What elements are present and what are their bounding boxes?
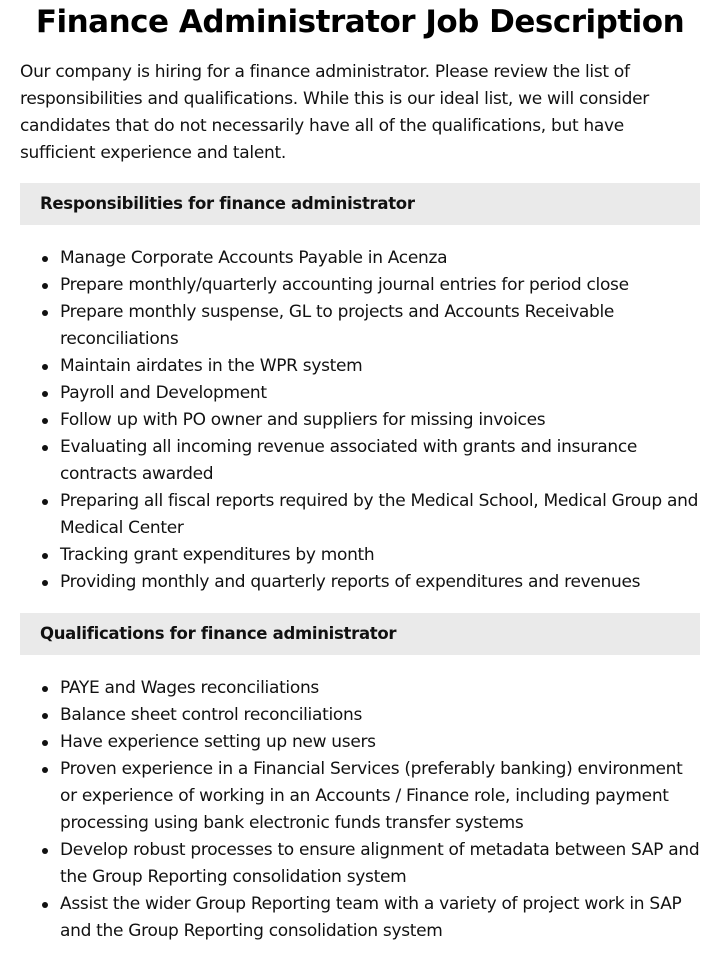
intro-paragraph: Our company is hiring for a finance administrator. Please review the list of responsibilities and qualifications. While this is our ideal list, we will consider candidates that do not necessarily have all of the qualifications, but have sufficient experience and talent.	[20, 62, 649, 163]
list-item: Develop robust processes to ensure alignment of metadata between SAP and the Group Reporting consolidation system	[20, 837, 700, 891]
list-item: Follow up with PO owner and suppliers for missing invoices	[20, 407, 700, 434]
list-item: Have experience setting up new users	[20, 729, 700, 756]
list-item: Prepare monthly suspense, GL to projects and Accounts Receivable reconciliations	[20, 299, 700, 353]
list-item: Tracking grant expenditures by month	[20, 542, 700, 569]
list-item: Proven experience in a Financial Services (preferably banking) environment or experience of working in an Accounts / Finance role, including payment processing using bank electronic funds transfer systems	[20, 756, 700, 837]
list-item: Payroll and Development	[20, 380, 700, 407]
list-item: Assist the wider Group Reporting team with a variety of project work in SAP and the Group Reporting consolidation system	[20, 891, 700, 945]
list-item: PAYE and Wages reconciliations	[20, 675, 700, 702]
list-item: Manage Corporate Accounts Payable in Acenza	[20, 245, 700, 272]
responsibilities-heading: Responsibilities for finance administrator	[20, 183, 700, 225]
qualifications-list	[20, 675, 700, 945]
list-item: Providing monthly and quarterly reports of expenditures and revenues	[20, 569, 700, 596]
list-item: Evaluating all incoming revenue associated with grants and insurance contracts awarded	[20, 434, 700, 488]
list-item: Prepare monthly/quarterly accounting journal entries for period close	[20, 272, 700, 299]
list-item: Preparing all fiscal reports required by the Medical School, Medical Group and Medical Center	[20, 488, 700, 542]
qualifications-heading: Qualifications for finance administrator	[20, 613, 700, 655]
page-title: Finance Administrator Job Description	[35, 4, 685, 40]
list-item: Maintain airdates in the WPR system	[20, 353, 700, 380]
responsibilities-list	[20, 245, 700, 596]
list-item: Balance sheet control reconciliations	[20, 702, 700, 729]
